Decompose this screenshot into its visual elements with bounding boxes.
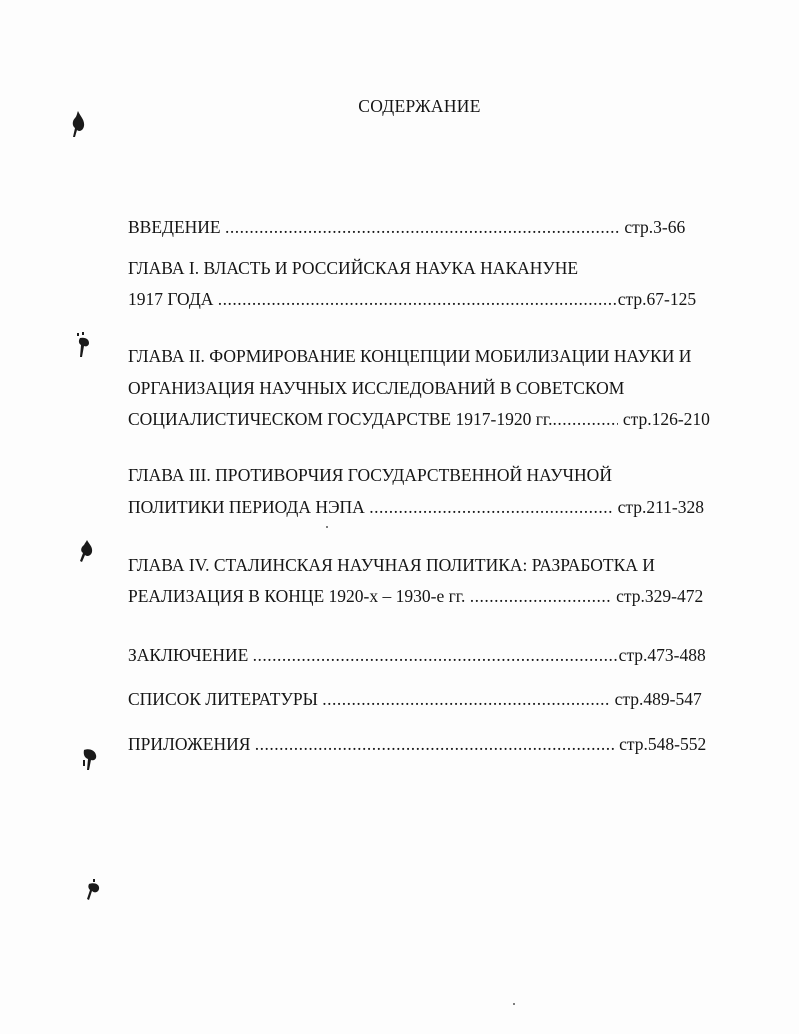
toc-entry-pages: стр.126-210 <box>622 409 710 429</box>
leader-dots <box>255 733 615 755</box>
toc-entry-ch2-line2: ОРГАНИЗАЦИЯ НАУЧНЫХ ИССЛЕДОВАНИЙ В СОВЕТСКОМ <box>128 378 625 398</box>
scan-mark-5 <box>84 876 104 904</box>
toc-entry-label: ПРИЛОЖЕНИЯ <box>128 734 251 754</box>
leader-dots <box>470 585 612 607</box>
toc-entry-ch3-line1: ГЛАВА III. ПРОТИВОРЧИЯ ГОСУДАРСТВЕННОЙ НАУЧНОЙ <box>128 465 612 485</box>
toc-entry-pages: стр.548-552 <box>619 734 707 754</box>
leader-dots <box>322 688 610 710</box>
toc-entry-label: РЕАЛИЗАЦИЯ В КОНЦЕ 1920-х – 1930-е гг. <box>128 586 466 606</box>
toc-entry-appendix <box>128 733 706 755</box>
leader-dots <box>218 288 618 310</box>
toc-entry-pages: стр.473-488 <box>618 645 706 665</box>
leader-dots <box>369 496 613 518</box>
toc-entry-conclusion <box>128 644 706 666</box>
toc-entry-ch1-line1: ГЛАВА I. ВЛАСТЬ И РОССИЙСКАЯ НАУКА НАКАНУНЕ <box>128 258 579 278</box>
leader-dots <box>552 408 618 430</box>
toc-entry-ch1-line2 <box>128 288 696 310</box>
toc-entry-label: ВВЕДЕНИЕ <box>128 217 221 237</box>
toc-entry-pages: стр.67-125 <box>617 289 697 309</box>
scan-mark-1 <box>68 110 88 138</box>
toc-entry-ch3-line2 <box>128 496 704 518</box>
page-title: СОДЕРЖАНИЕ <box>358 96 481 116</box>
scan-mark-2 <box>74 330 94 358</box>
toc-entry-bibliography <box>128 688 702 710</box>
toc-entry-pages: стр.329-472 <box>616 586 704 606</box>
toc-entry-label: СПИСОК ЛИТЕРАТУРЫ <box>128 689 318 709</box>
toc-entry-label: ПОЛИТИКИ ПЕРИОДА НЭПА <box>128 497 365 517</box>
toc-entry-ch4-line1: ГЛАВА IV. СТАЛИНСКАЯ НАУЧНАЯ ПОЛИТИКА: РАЗРАБОТКА И <box>128 555 655 575</box>
leader-dots <box>225 216 620 238</box>
scan-speck <box>513 1003 515 1005</box>
scan-speck <box>326 526 328 528</box>
leader-dots <box>253 644 619 666</box>
scan-mark-4 <box>80 746 100 774</box>
toc-entry-ch2-line3 <box>128 408 710 430</box>
scan-mark-3 <box>76 538 96 566</box>
toc-entry-label: 1917 ГОДА <box>128 289 214 309</box>
toc-entry-pages: стр.489-547 <box>614 689 702 709</box>
toc-entry-label: СОЦИАЛИСТИЧЕСКОМ ГОСУДАРСТВЕ 1917-1920 гг. <box>128 409 553 429</box>
toc-entry-label: ЗАКЛЮЧЕНИЕ <box>128 645 249 665</box>
toc-entry-pages: стр.3-66 <box>624 217 686 237</box>
toc-entry-pages: стр.211-328 <box>617 497 704 517</box>
toc-entry-intro <box>128 216 685 238</box>
toc-entry-ch4-line2 <box>128 585 703 607</box>
toc-entry-ch2-line1: ГЛАВА II. ФОРМИРОВАНИЕ КОНЦЕПЦИИ МОБИЛИЗАЦИИ НАУКИ И <box>128 346 692 366</box>
